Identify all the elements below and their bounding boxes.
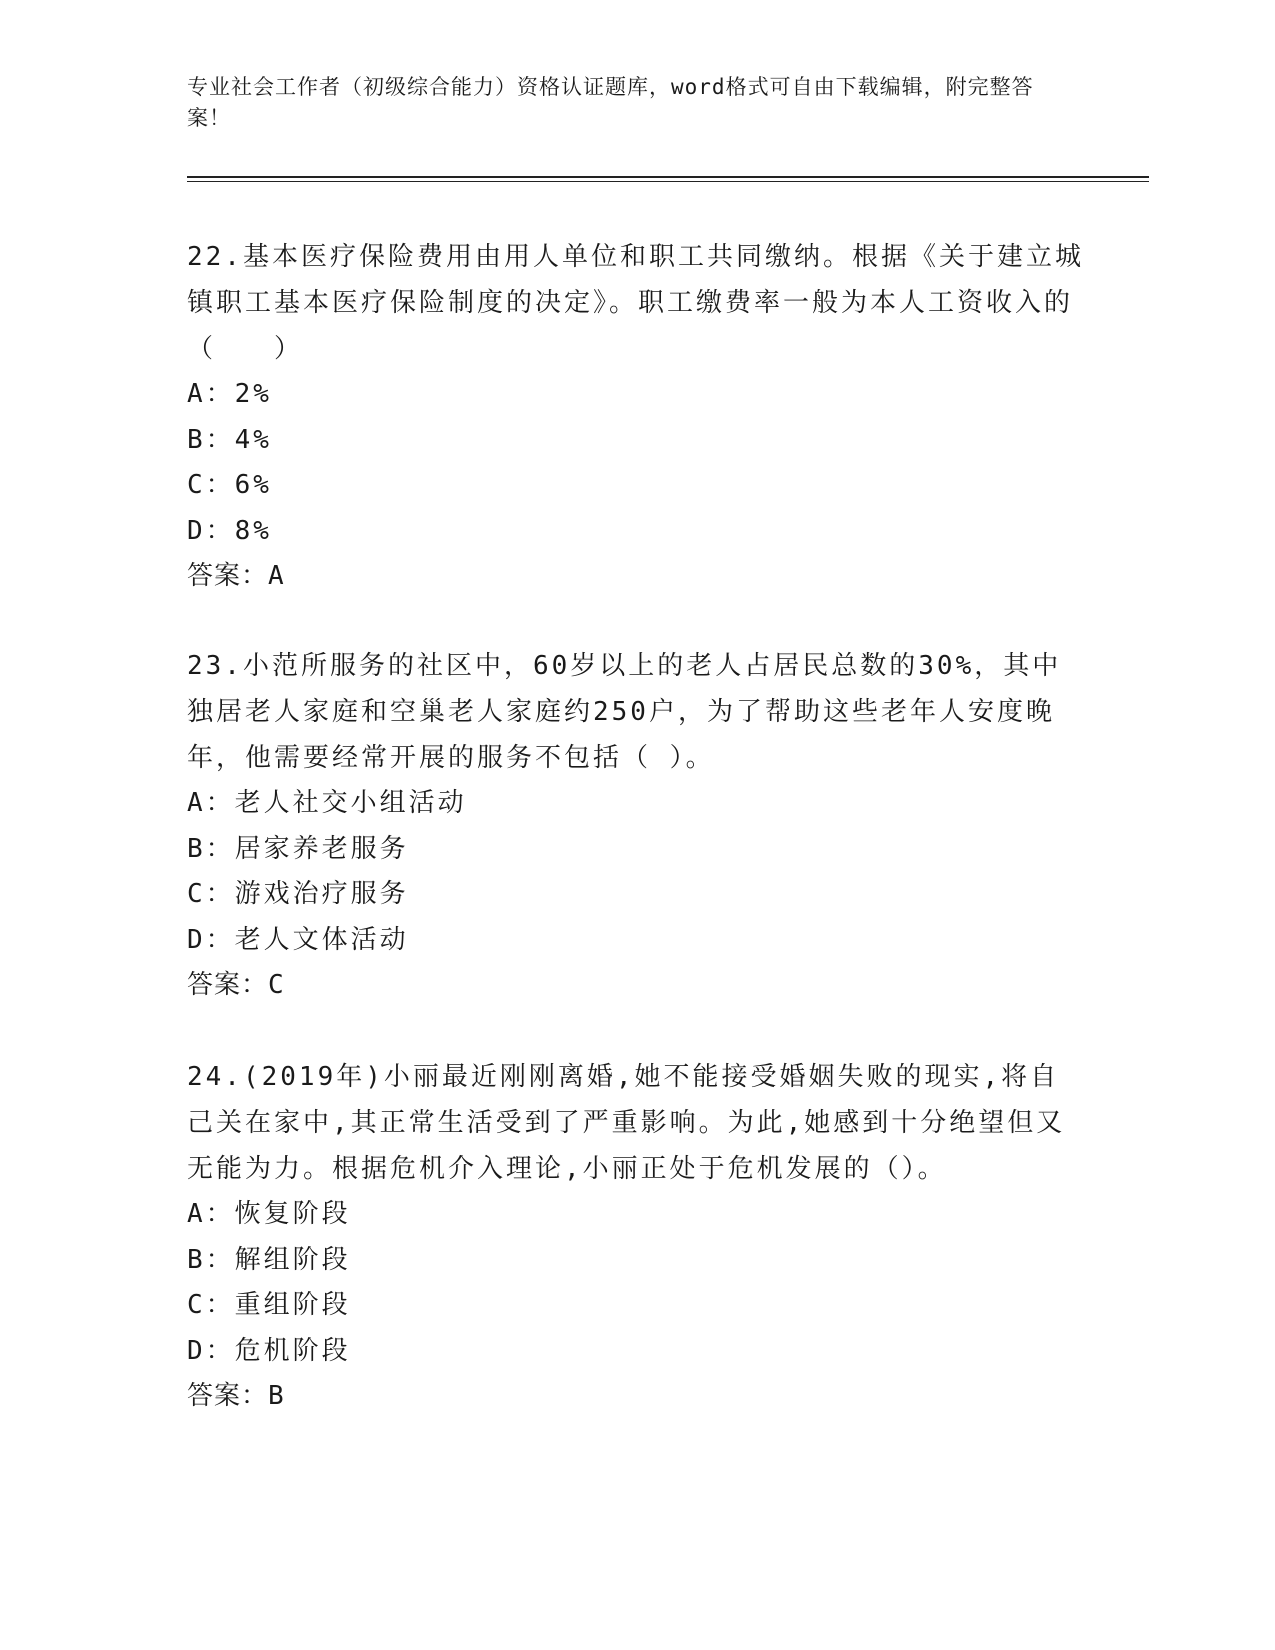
answer-value: A [268,561,285,591]
answer-line [187,554,1087,600]
answer-value: B [268,1381,285,1411]
answer-line [187,1374,1087,1420]
document-header [187,72,1067,134]
header-divider-thick [187,176,1149,178]
header-divider-thin [187,181,1149,182]
option-d: D：老人文体活动 [187,924,409,955]
answer-line [187,963,1087,1009]
question-23 [187,643,1087,1009]
option-a: A：2% [187,379,272,409]
option-b: B：居家养老服务 [187,833,409,864]
option-c: C：游戏治疗服务 [187,879,409,909]
question-stem: 23.小范所服务的社区中，60岁以上的老人占居民总数的30%，其中独居老人家庭和空巢老人家庭约250户，为了帮助这些老年人安度晚年，他需要经常开展的服务不包括（ ）。 [187,651,1062,773]
question-24 [187,1054,1087,1420]
question-stem: 22.基本医疗保险费用由用人单位和职工共同缴纳。根据《关于建立城镇职工基本医疗保险制度的决定》。职工缴费率一般为本人工资收入的（ ） [187,242,1084,364]
answer-label: 答案： [187,1381,269,1411]
option-b: B：4% [187,424,272,455]
answer-label: 答案： [187,970,269,1000]
question-stem: 24.(2019年)小丽最近刚刚离婚,她不能接受婚姻失败的现实,将自己关在家中,其正常生活受到了严重影响。为此,她感到十分绝望但又无能为力。根据危机介入理论,小丽正处于危机发展的（）。 [187,1062,1066,1184]
header-text: 专业社会工作者（初级综合能力）资格认证题库，word格式可自由下载编辑，附完整答案！ [187,75,1034,130]
option-a: A：恢复阶段 [187,1199,351,1229]
option-c: C：重组阶段 [187,1290,351,1320]
answer-label: 答案： [187,561,269,591]
option-d: D：8% [187,515,272,546]
answer-value: C [268,970,285,1000]
option-c: C：6% [187,470,272,500]
option-b: B：解组阶段 [187,1244,351,1275]
question-22 [187,234,1087,600]
option-d: D：危机阶段 [187,1335,351,1366]
option-a: A：老人社交小组活动 [187,788,467,818]
